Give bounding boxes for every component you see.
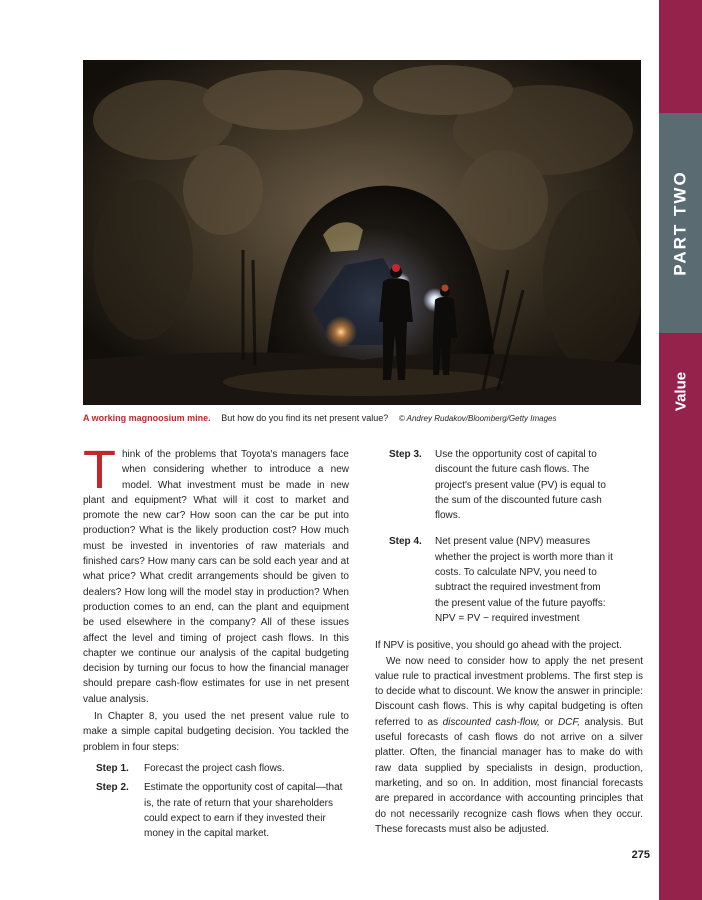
page-number: 275: [631, 849, 650, 861]
step-item: [83, 761, 349, 776]
mine-tunnel-photo: [83, 60, 641, 405]
step-label: Step 3.: [389, 449, 422, 460]
sidebar-part-tab: [659, 113, 702, 333]
sidebar-band-top: [659, 0, 702, 113]
step-text: Estimate the opportunity cost of capital—that is, the rate of return that your shareholders could expect to earn if they invested their money in the capital market.: [144, 782, 343, 840]
step-text: Forecast the project cash flows.: [144, 762, 285, 774]
section-label: Value: [672, 371, 689, 412]
caption-text: But how do you find its net present value?: [221, 413, 389, 423]
right-column: [375, 447, 643, 837]
step-text: Net present value (NPV) measures whether the project is worth more than it costs. To calculate NPV, you need to subtract the required investment from the present value of the future payoffs:: [435, 536, 613, 609]
step-label: Step 2.: [96, 782, 129, 794]
intro-text: hink of the problems that Toyota's managers face when considering whether to introduce a new model. What investment must be made in new plant and equipment? What will it cost to market and promote the new car? How soon can the car be put into production? What is the likely production cost? How much must be invested in inventories of raw materials and finished cars? How many cars can be sold each year and at what price? What credit arrangements should be given to dealers? How long will the model stay in production? When production comes to an end, can the plant and equipment be used elsewhere in the company? All of these issues affect the level and timing of project cash flows. In this chapter we continue our analysis of the capital budgeting decision by turning our focus to how the financial manager should prepare cash-flow estimates for use in net present value analysis.: [83, 449, 349, 705]
caption-credit: © Andrey Rudakov/Bloomberg/Getty Images: [398, 414, 557, 423]
para4-text-b: or: [539, 716, 558, 728]
step-text: Use the opportunity cost of capital to discount the future cash flows. The project's present value (PV) is equal to the sum of the discounted future cash flows.: [435, 449, 606, 522]
steps-list-left: [83, 761, 349, 841]
para4-term-dcf-full: discounted cash-flow,: [442, 716, 540, 728]
step-text-block: [435, 534, 643, 626]
para4-text-a: We now need to consider how to apply the net present value rule to practical investment problems. The first step is to decide what to discount. We know the answer in principle: Discount cash flows. This is why capital budgeting is often referred to as: [375, 655, 643, 728]
step-label: Step 1.: [96, 762, 129, 774]
step-item: [375, 534, 643, 626]
drop-cap: T: [83, 440, 116, 500]
paragraph-two: In Chapter 8, you used the net present value rule to make a simple capital budgeting decision. You tackled the problem in four steps:: [83, 711, 349, 753]
steps-list-right: [375, 447, 643, 626]
part-label: PART TWO: [670, 170, 690, 276]
npv-formula: NPV = PV − required investment: [435, 612, 580, 624]
caption-title: A working magnoosium mine.: [83, 413, 211, 423]
paragraph-three: If NPV is positive, you should go ahead with the project.: [375, 640, 622, 652]
photo-caption: [83, 413, 643, 423]
paragraph-four: [375, 654, 643, 838]
para4-text-c: analysis. But useful forecasts of cash flows do not arrive on a silver platter. Often, the financial manager has to make do with raw data supplied by specialists in design, production, marketing, and so on. In addition, most financial forecasts are prepared in accordance with accounting principles that do not necessarily recognize cash flows when they occur. These forecasts must also be adjusted.: [375, 716, 643, 835]
sidebar-band-bottom: [659, 333, 702, 900]
step-item: [375, 447, 643, 523]
intro-paragraph: [83, 440, 349, 707]
left-column: [83, 440, 349, 841]
step-item: [83, 780, 349, 841]
step-label: Step 4.: [389, 536, 422, 548]
para4-term-dcf: DCF,: [557, 716, 580, 728]
